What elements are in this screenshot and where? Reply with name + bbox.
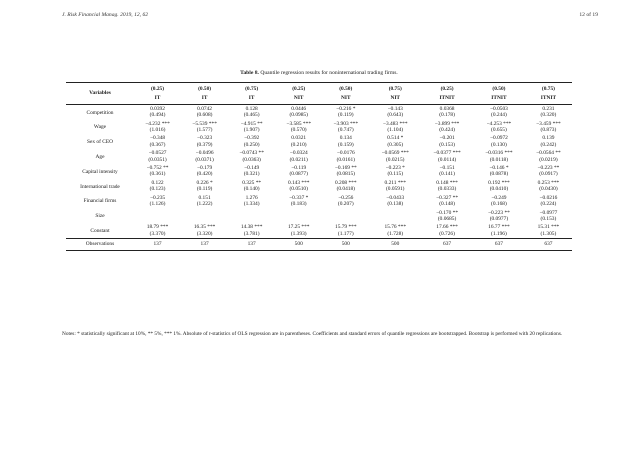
coefficient-cell: −0.337 *: [289, 194, 309, 201]
coefficient-cell: −0.0743 **: [239, 150, 264, 157]
coefficient-cell: −4.232 ***: [145, 120, 170, 127]
coefficient-cell: 0.0392: [134, 104, 181, 112]
standard-error-cell: (0.140): [243, 186, 260, 193]
quantile-header-row: [66, 83, 572, 96]
standard-error-cell: (0.643): [387, 112, 404, 119]
coefficient-cell: 16.77 ***: [488, 224, 510, 231]
standard-error-cell: (1.728): [387, 230, 404, 237]
table-row: [66, 209, 572, 216]
group-header: IT: [154, 95, 161, 102]
coefficient-cell: 0.134: [339, 135, 352, 142]
standard-error-cell: (0.320): [540, 112, 557, 119]
standard-error-cell: (0.250): [243, 141, 260, 148]
standard-error-cell: [369, 216, 421, 223]
coefficient-cell: −4.915 **: [240, 120, 263, 127]
coefficient-cell: −0.119: [291, 165, 307, 172]
standard-error-cell: (1.104): [387, 127, 404, 134]
coefficient-cell: 1.276: [245, 194, 258, 201]
coefficient-cell: −3.459 ***: [536, 120, 561, 127]
group-header: IT: [248, 95, 255, 102]
coefficient-cell: −0.327 **: [436, 194, 459, 201]
standard-error-cell: [134, 216, 181, 223]
standard-error-cell: (0.178): [439, 112, 455, 119]
table-row: [66, 120, 572, 127]
coefficient-cell: [322, 209, 369, 216]
quantile-header: (0.50): [322, 83, 369, 96]
row-label: Age: [95, 153, 105, 160]
standard-error-cell: (1.196): [491, 230, 507, 237]
quantile-header: (0.75): [228, 83, 275, 96]
standard-error-cell: (0.0410): [489, 186, 509, 193]
standard-error-cell: (1.334): [243, 201, 260, 208]
observations-cell: 637: [473, 239, 525, 250]
standard-error-cell: (0.0418): [336, 186, 355, 193]
coefficient-cell: −0.323: [197, 135, 213, 142]
coefficient-cell: −0.249: [491, 194, 507, 201]
standard-error-cell: (0.0215): [386, 156, 405, 163]
standard-error-cell: (0.420): [196, 171, 213, 178]
coefficient-cell: −0.169 **: [334, 165, 357, 172]
coefficient-cell: −0.0496: [195, 150, 214, 157]
coefficient-cell: 0.143 ***: [287, 179, 310, 186]
coefficient-cell: −3.483 ***: [382, 120, 408, 127]
table-label: Table 8.: [240, 70, 259, 76]
coefficient-cell: −3.899 ***: [434, 120, 460, 127]
coefficient-cell: −0.256: [338, 194, 354, 201]
table-row-se: [66, 171, 572, 178]
coefficient-cell: [228, 209, 275, 216]
group-header: NIT: [340, 95, 351, 102]
observations-cell: 500: [275, 239, 322, 250]
coefficient-cell: −4.253 ***: [486, 120, 512, 127]
standard-error-cell: (0.210): [290, 141, 307, 148]
standard-error-cell: (0.0118): [489, 156, 509, 163]
row-label: Size: [95, 213, 105, 220]
observations-cell: 500: [322, 239, 369, 250]
standard-error-cell: (0.138): [387, 201, 404, 208]
group-header: IT: [201, 95, 208, 102]
group-header: ITNIT: [439, 95, 455, 102]
journal-citation: J. Risk Financial Manag. 2019, 12, 62: [62, 12, 149, 18]
standard-error-cell: (0.570): [290, 127, 307, 134]
row-label: International trade: [80, 183, 120, 190]
coefficient-cell: −0.0216: [539, 194, 558, 201]
standard-error-cell: (0.119): [196, 186, 213, 193]
table-row: [66, 194, 572, 201]
standard-error-cell: [322, 216, 369, 223]
standard-error-cell: (0.465): [243, 112, 260, 119]
coefficient-cell: −0.146 *: [489, 165, 509, 172]
table-caption: [0, 70, 638, 76]
coefficient-cell: 0.148 ***: [436, 179, 458, 186]
standard-error-cell: (0.0977): [489, 215, 509, 222]
standard-error-cell: (1.177): [337, 230, 354, 237]
standard-error-cell: [228, 216, 275, 223]
table-row-se: [66, 231, 572, 239]
observations-cell: 137: [181, 239, 228, 250]
coefficient-cell: −3.585 ***: [286, 120, 312, 127]
coefficient-cell: 0.211 ***: [384, 179, 406, 186]
table-row-se: [66, 142, 572, 149]
coefficient-cell: 0.231: [525, 104, 572, 112]
standard-error-cell: (0.115): [387, 171, 403, 178]
quantile-header: (0.25): [275, 83, 322, 96]
coefficient-cell: −0.0564 **: [536, 150, 561, 157]
standard-error-cell: [181, 216, 228, 223]
table-row: [66, 134, 572, 141]
coefficient-cell: 15.31 ***: [537, 224, 560, 231]
coefficient-cell: −0.0324: [289, 150, 308, 157]
coefficient-cell: 0.0321: [291, 135, 307, 142]
coefficient-cell: [275, 209, 322, 216]
standard-error-cell: (0.153): [439, 141, 455, 148]
coefficient-cell: 0.325 **: [242, 179, 262, 186]
coefficient-cell: −0.0977: [539, 209, 558, 216]
coefficient-cell: 14.38 ***: [240, 224, 263, 231]
coefficient-cell: −0.0569 ***: [381, 150, 409, 157]
standard-error-cell: (0.242): [540, 141, 557, 148]
standard-error-cell: (0.148): [439, 201, 455, 208]
coefficient-cell: [134, 209, 181, 216]
standard-error-cell: (0.494): [149, 112, 166, 119]
standard-error-cell: (0.379): [196, 141, 213, 148]
standard-error-cell: (1.577): [196, 127, 213, 134]
coefficient-cell: 0.122: [151, 179, 164, 186]
standard-error-cell: (0.0371): [195, 156, 214, 163]
coefficient-cell: −0.216 *: [322, 104, 369, 112]
coefficient-cell: −0.235: [149, 194, 166, 201]
table-body: [66, 104, 572, 250]
observations-cell: 637: [525, 239, 572, 250]
coefficient-cell: 15.79 ***: [335, 224, 357, 231]
standard-error-cell: (0.0161): [336, 156, 355, 163]
standard-error-cell: (0.0351): [148, 156, 167, 163]
coefficient-cell: −3.903 ***: [333, 120, 359, 127]
standard-error-cell: (0.119): [338, 112, 354, 119]
standard-error-cell: (0.367): [149, 141, 166, 148]
quantile-header: (0.50): [181, 83, 228, 96]
standard-error-cell: (0.0685): [437, 215, 457, 222]
quantile-header: (0.75): [525, 83, 572, 96]
coefficient-cell: −0.348: [149, 135, 166, 142]
table-title: Quantile regression results for noninternational trading firms.: [258, 70, 398, 76]
standard-error-cell: (0.0430): [539, 186, 558, 193]
table-row-se: [66, 186, 572, 193]
standard-error-cell: (0.141): [439, 171, 455, 178]
coefficient-cell: 17.25 ***: [287, 224, 310, 231]
quantile-header: (0.50): [473, 83, 525, 96]
coefficient-cell: [181, 209, 228, 216]
coefficient-cell: −5.539 ***: [192, 120, 217, 127]
standard-error-cell: (0.655): [491, 127, 507, 134]
standard-error-cell: (0.0878): [489, 171, 509, 178]
standard-error-cell: (0.873): [540, 127, 557, 134]
coefficient-cell: −0.223 **: [487, 209, 510, 216]
coefficient-cell: −0.151: [439, 165, 455, 172]
standard-error-cell: (0.0985): [289, 112, 308, 119]
standard-error-cell: (0.305): [387, 141, 404, 148]
standard-error-cell: (0.207): [337, 201, 354, 208]
standard-error-cell: (0.747): [337, 127, 354, 134]
coefficient-cell: −0.392: [244, 135, 260, 142]
notes-prefix: Notes: * statistically significant at 10%, ** 5%, *** 1%. Absolute of: [62, 331, 209, 337]
observations-cell: 637: [421, 239, 473, 250]
standard-error-cell: (0.153): [540, 215, 557, 222]
coefficient-cell: −0.149: [244, 165, 260, 172]
row-label: Financial firms: [83, 198, 117, 205]
group-header: NIT: [293, 95, 304, 102]
observations-cell: 137: [134, 239, 181, 250]
coefficient-cell: −0.179: [197, 165, 213, 172]
coefficient-cell: −0.223 *: [385, 165, 405, 172]
standard-error-cell: (0.321): [243, 171, 260, 178]
coefficient-cell: −0.223 **: [537, 165, 560, 172]
standard-error-cell: [275, 216, 322, 223]
row-label: Competition: [66, 104, 134, 119]
row-label: Wage: [93, 124, 107, 131]
row-label: Observations: [66, 239, 134, 250]
standard-error-cell: (0.168): [491, 201, 507, 208]
standard-error-cell: (0.726): [439, 230, 455, 237]
standard-error-cell: (1.393): [290, 230, 307, 237]
row-label: Constant: [90, 228, 110, 235]
quantile-header: (0.25): [421, 83, 473, 96]
group-header-row: [66, 95, 572, 104]
standard-error-cell: (0.0363): [242, 156, 261, 163]
standard-error-cell: (0.130): [491, 141, 507, 148]
coefficient-cell: −0.752 **: [146, 165, 169, 172]
coefficient-cell: 0.514 *: [387, 135, 404, 142]
observations-cell: 137: [228, 239, 275, 250]
standard-error-cell: (0.159): [337, 141, 354, 148]
coefficient-cell: 17.66 ***: [436, 224, 458, 231]
coefficient-cell: 0.0742: [181, 104, 228, 112]
standard-error-cell: (0.0591): [386, 186, 405, 193]
table-row-se: [66, 216, 572, 223]
table-row-se: [66, 201, 572, 208]
group-header: ITNIT: [540, 95, 557, 102]
group-header: NIT: [390, 95, 401, 102]
standard-error-cell: (0.0211): [289, 156, 308, 163]
standard-error-cell: (0.183): [290, 201, 307, 208]
coefficient-cell: 0.151: [198, 194, 211, 201]
coefficient-cell: −0.0972: [489, 135, 508, 142]
standard-error-cell: (3.781): [243, 230, 260, 237]
quantile-header: (0.75): [369, 83, 421, 96]
coefficient-cell: −0.201: [439, 135, 455, 142]
standard-error-cell: (0.424): [439, 127, 455, 134]
coefficient-cell: 18.79 ***: [146, 224, 169, 231]
coefficient-cell: −0.0527: [148, 150, 167, 157]
standard-error-cell: (0.244): [491, 112, 507, 119]
coefficient-cell: −0.0176: [336, 150, 355, 157]
coefficient-cell: −0.0377 ***: [433, 150, 461, 157]
observations-cell: 500: [369, 239, 421, 250]
table-row: [66, 223, 572, 230]
coefficient-cell: 0.253 ***: [537, 179, 560, 186]
row-label: Capital intensity: [82, 168, 118, 175]
standard-error-cell: (1.305): [540, 230, 557, 237]
coefficient-cell: 0.192 ***: [488, 179, 510, 186]
table-notes: [62, 331, 572, 338]
standard-error-cell: (1.222): [196, 201, 213, 208]
standard-error-cell: (0.0333): [437, 186, 457, 193]
table-row-se: [66, 112, 572, 119]
coefficient-cell: −0.0433: [386, 194, 405, 201]
coefficient-cell: 0.208 ***: [335, 179, 357, 186]
notes-suffix: -statistics of OLS regression are in parentheses. Coefficients and standard errors of quantile regressions are bootstrapped. Bootstrap is performed with 20 replications.: [210, 331, 563, 337]
coefficient-cell: −0.143: [369, 104, 421, 112]
standard-error-cell: (0.0877): [289, 171, 308, 178]
standard-error-cell: (0.0219): [539, 156, 558, 163]
standard-error-cell: (0.0114): [437, 156, 457, 163]
standard-error-cell: (0.123): [149, 186, 166, 193]
coefficient-cell: −0.0316 ***: [485, 150, 513, 157]
coefficient-cell: 0.0368: [421, 104, 473, 112]
observations-row: [66, 239, 572, 250]
coefficient-cell: 0.128: [228, 104, 275, 112]
running-head: [62, 12, 598, 18]
table-row-se: [66, 127, 572, 134]
coefficient-cell: −0.170 **: [436, 209, 459, 216]
variables-header: Variables: [66, 83, 134, 105]
standard-error-cell: (0.0815): [336, 171, 355, 178]
coefficient-cell: 0.226 *: [196, 179, 213, 186]
standard-error-cell: (0.608): [196, 112, 213, 119]
row-label: Sex of CEO: [86, 139, 114, 146]
standard-error-cell: (0.0510): [289, 186, 308, 193]
coefficient-cell: [369, 209, 421, 216]
quantile-header: (0.25): [134, 83, 181, 96]
coefficient-cell: 15.76 ***: [384, 224, 407, 231]
standard-error-cell: (3.320): [196, 230, 213, 237]
standard-error-cell: (0.224): [540, 201, 557, 208]
quantile-regression-table: [66, 82, 572, 251]
standard-error-cell: (1.016): [149, 127, 166, 134]
standard-error-cell: (1.126): [149, 201, 166, 208]
group-header: ITNIT: [491, 95, 507, 102]
standard-error-cell: (1.907): [243, 127, 260, 134]
notes-italic: t: [208, 331, 211, 337]
coefficient-cell: 16.35 ***: [193, 224, 216, 231]
coefficient-cell: 0.0446: [275, 104, 322, 112]
page-number: 12 of 19: [579, 12, 598, 18]
standard-error-cell: (0.361): [149, 171, 166, 178]
table-row: [66, 149, 572, 156]
coefficient-cell: 0.139: [542, 135, 555, 142]
table-row-se: [66, 157, 572, 164]
standard-error-cell: (0.0917): [539, 171, 558, 178]
standard-error-cell: (3.370): [149, 230, 166, 237]
coefficient-cell: −0.0503: [473, 104, 525, 112]
